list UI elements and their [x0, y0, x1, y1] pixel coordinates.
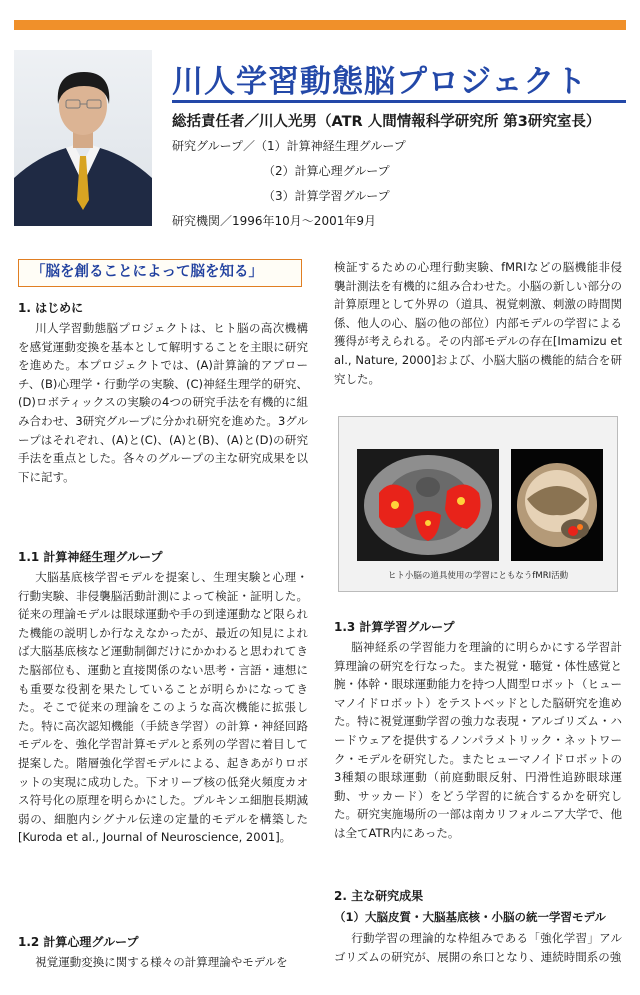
slogan-box: 「脳を創ることによって脳を知る」	[18, 259, 302, 287]
research-groups-line-3: （3）計算学習グループ	[263, 189, 390, 203]
section-2-subheading: （1）大脳皮質・大脳基底核・小脳の統一学習モデル	[334, 910, 606, 924]
research-period: 研究機関／1996年10月～2001年9月	[172, 214, 376, 228]
section-heading-1-1: 1.1 計算神経生理グループ	[18, 550, 163, 564]
intro-paragraph: 川人学習動態脳プロジェクトは、ヒト脳の高次機構を感覚運動変換を基本として解明することを主眼に研究を進めた。本プロジェクトでは、(A)計算論的アプローチ、(B)心理学・行動学の実験、(C)神経生理学的研究、(D)ロボティックスの実験の4つの研究手法を有機的に組み合わせ、3研究グループに分かれ研究を進めた。3グループはそれぞれ、(A)と(C)、(A)と(B)、(A)と(D)の研究手法を重点とした。各々のグループの主な研究成果を以下に記す。	[18, 321, 308, 484]
project-title: 川人学習動態脳プロジェクト	[172, 64, 588, 100]
research-groups-line-1: 研究グループ／（1）計算神経生理グループ	[172, 139, 406, 153]
fmri-images	[339, 417, 617, 567]
research-groups-line-2: （2）計算心理グループ	[263, 164, 390, 178]
section-heading-intro: 1. はじめに	[18, 301, 84, 315]
section-1-2-body-start	[18, 953, 308, 975]
section-1-1-body	[18, 568, 308, 908]
section-heading-1-2: 1.2 計算心理グループ	[18, 935, 139, 949]
section-1-1-paragraph: 大脳基底核学習モデルを提案し、生理実験と心理・行動実験、非侵襲脳活動計測によって検証・証明した。従来の理論モデルは眼球運動や手の到達運動など限られた機能の説明しか行なえなかったが、最近の知見によれば大脳基底核など運動制御だけにかかわると思われてきた脳部位も、運動と直接関係のない思考・言語・連想にも重要な役割を果たしていることが明らかになってきた。そこで従来の理論をこのような高次機能に拡張した。特に高次認知機能（手続き学習）の計算・神経回路モデルを、強化学習計算モデルと系列の学習に着目して提案した。階層強化学習モデルによる、起きあがりロボットの実現に成功した。下オリーブ核の低発火頻度カオス符号化の原理を明らかにした。プルキンエ細胞長期減弱の、細胞内シグナル伝達の定量的モデルを構築した[Kuroda et al., Journal of Neuroscience, 2001]。	[18, 570, 308, 845]
title-underline	[172, 100, 626, 103]
section-1-2-paragraph-start: 視覚運動変換に関する様々の計算理論やモデルを	[35, 955, 288, 969]
fmri-figure	[338, 416, 618, 592]
intro-body	[18, 319, 308, 507]
section-2-body	[334, 929, 622, 975]
section-heading-2: 2. 主な研究成果	[334, 889, 424, 903]
figure-caption: ヒト小脳の道具使用の学習にともなうfMRI活動	[387, 571, 569, 581]
project-leader: 総括責任者／川人光男（ATR 人間情報科学研究所 第3研究室長）	[172, 114, 601, 130]
section-2-paragraph: 行動学習の理論的な枠組みである「強化学習」アルゴリズムの研究が、展開の糸口となり、連続時間系の強	[334, 931, 622, 964]
top-accent-bar	[14, 20, 626, 30]
section-1-2-paragraph-cont: 検証するための心理行動実験、fMRIなどの脳機能非侵襲計測法を有機的に組み合わせた。小脳の新しい部分の計算原理として外界の（道具、視覚刺激、刺激の時間関係、他人の心、脳の他の部位）内部モデルの学習による獲得が考えられる。その内部モデルの存在[Imamizu et al., Nature, 2000]および、小脳大脳の機能的結合を研究した。	[334, 260, 622, 386]
section-1-3-paragraph: 脳神経系の学習能力を理論的に明らかにする学習計算理論の研究を行なった。また視覚・聴覚・体性感覚と腕・体幹・眼球運動能力を持つ人間型ロボット（ヒューマノイドロボット）をテストベッドとした脳研究を進めた。特に視覚運動学習の強力な表現・アルゴリズム・ハードウェアを提供するノンパラメトリック・ネットワーク・モデルを研究した。またヒューマノイドロボットの3種類の眼球運動（前庭動眼反射、円滑性追跡眼球運動、サッカード）をどう学習的に統合するかを研究した。研究実施場所の一部は南カリフォルニア大学で、他は全てATR内にあった。	[334, 640, 622, 840]
researcher-portrait	[14, 50, 152, 226]
section-1-2-body-cont	[334, 258, 622, 408]
section-1-3-body	[334, 638, 622, 864]
section-heading-1-3: 1.3 計算学習グループ	[334, 620, 455, 634]
